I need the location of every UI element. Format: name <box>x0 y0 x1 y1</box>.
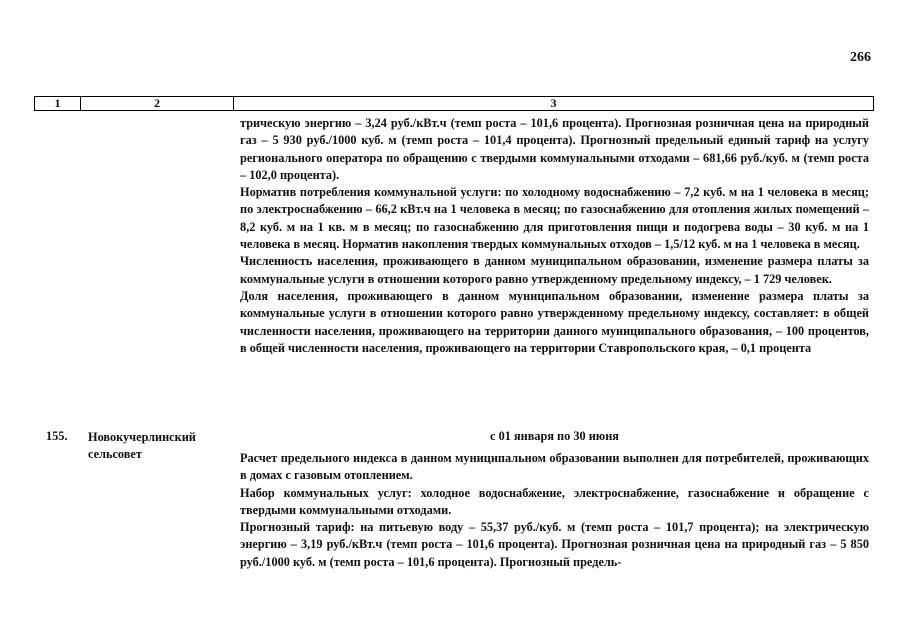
table-header-row <box>34 96 874 111</box>
period-heading: с 01 января по 30 июня <box>490 429 619 443</box>
paragraph: Норматив потребления коммунальной услуги: по холодному водоснабжению – 7,2 куб. м на 1 человека в месяц; по электроснабжению – 66,2 кВт.ч на 1 человека в месяц; по газоснабжению для отопления жилых помещений – 8,2 куб. м на 1 кв. м в месяц; по газоснабжению для приготовления пищи и подогрева воды – 30 куб. м на 1 человека в месяц. Норматив накопления твердых коммунальных отходов – 1,5/12 куб. м на 1 человека в месяц. <box>240 185 869 252</box>
header-col-2: 2 <box>81 97 234 110</box>
paragraph: Прогнозный тариф: на питьевую воду – 55,37 руб./куб. м (темп роста – 101,7 процента); на электрическую энергию – 3,19 руб./кВт.ч (темп роста – 101,6 процента). Прогнозная розничная цена на природный газ – 5 850 руб./1000 куб. м (темп роста – 101,6 процента). Прогнозный предель- <box>240 520 869 569</box>
row-text <box>240 450 869 571</box>
paragraph: Доля населения, проживающего в данном муниципальном образовании, изменение размера платы за коммунальные услуги в отношении которого равно утвержденному предельному индексу, составляет: в общей численности населения, проживающего на территории данного муниципального образования, – 100 процентов, в общей численности населения, проживающего на территории Ставропольского края, – 0,1 процента <box>240 288 869 355</box>
continuation-text <box>240 115 869 357</box>
header-col-1: 1 <box>35 97 81 110</box>
paragraph: трическую энергию – 3,24 руб./кВт.ч (темп роста – 101,6 процента). Прогнозная розничная цена на природный газ – 5 930 руб./1000 куб. м (темп роста – 101,4 процента). Прогнозный предельный единый тариф на услугу регионального оператора по обращению с твердыми коммунальными отходами – 681,66 руб./куб. м (темп роста – 102,0 процента). <box>240 116 869 182</box>
paragraph: Расчет предельного индекса в данном муниципальном образовании выполнен для потребителей, проживающих в домах с газовым отоплением. <box>240 451 869 483</box>
paragraph: Набор коммунальных услуг: холодное водоснабжение, электроснабжение, газоснабжение и обращение с твердыми коммунальными отходами. <box>240 485 869 517</box>
paragraph: Численность населения, проживающего в данном муниципальном образовании, изменение размера платы за коммунальные услуги в отношении которого равно утвержденному предельному индексу, – 1 729 человек. <box>240 254 869 286</box>
header-col-3: 3 <box>550 96 557 110</box>
row-number: 155. <box>46 429 68 443</box>
municipality-name: Новокучерлинский сельсовет <box>88 430 196 461</box>
page-number: 266 <box>850 50 871 65</box>
